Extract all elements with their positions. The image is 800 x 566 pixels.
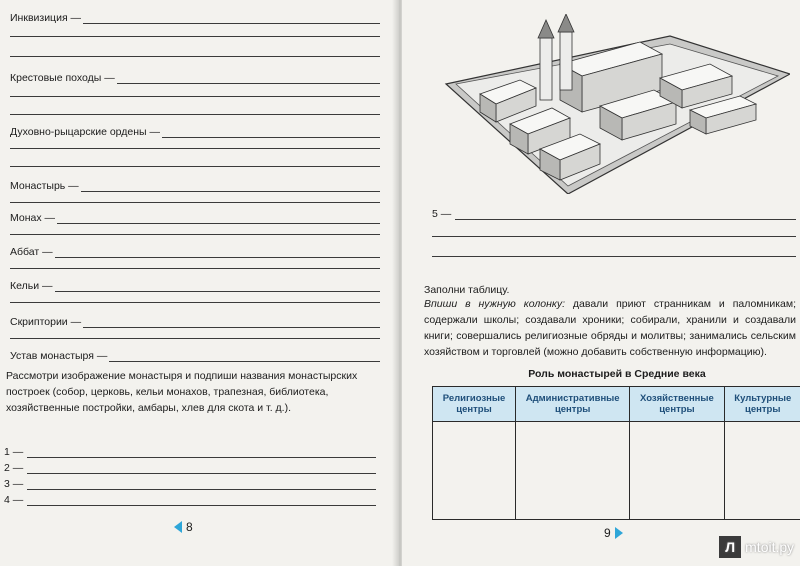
- instruction-title: Заполни таблицу.: [424, 284, 510, 296]
- answer-line[interactable]: [55, 247, 380, 258]
- term-monastery-rule: [10, 350, 380, 362]
- term-label: Устав монастыря —: [10, 350, 108, 362]
- answer-line[interactable]: [55, 281, 381, 292]
- answer-label: 3 —: [4, 478, 24, 490]
- answer-line[interactable]: [117, 73, 380, 84]
- table-row: [433, 422, 800, 520]
- instruction-body: давали приют странникам и паломникам; содержали школы; создавали хроники; собирали, хранили и создавали книги; совершались религиозные обряды и молитвы; занимались сельским хозяйством и торговлей (можно добавить собственную информацию).: [424, 298, 796, 358]
- term-label: Духовно-рыцарские ордены —: [10, 126, 160, 138]
- answer-line[interactable]: [10, 202, 380, 203]
- answer-line[interactable]: [10, 234, 380, 235]
- answer-line[interactable]: [10, 114, 380, 115]
- instruction-text: [424, 296, 796, 360]
- answer-line[interactable]: [27, 463, 376, 474]
- term-inquisition: [10, 12, 380, 24]
- watermark: [719, 536, 794, 558]
- answer-label: 1 —: [4, 446, 24, 458]
- answer-line[interactable]: [10, 268, 380, 269]
- term-monk: [10, 212, 380, 224]
- cell-cultural[interactable]: [724, 422, 800, 520]
- answer-line[interactable]: [10, 96, 380, 97]
- answer-line[interactable]: [455, 209, 796, 220]
- watermark-text: mtoit.ру: [745, 539, 794, 555]
- answer-row-3: [4, 478, 376, 490]
- right-page: [402, 0, 800, 566]
- term-label: Монах —: [10, 212, 56, 224]
- answer-line[interactable]: [432, 236, 796, 237]
- answer-label: 2 —: [4, 462, 24, 474]
- instruction-lead: Впиши в нужную колонку:: [424, 298, 565, 310]
- table-title: Роль монастырей в Средние века: [528, 368, 706, 380]
- term-label: Аббат —: [10, 246, 53, 258]
- answer-row-2: [4, 462, 376, 474]
- term-label: Монастырь —: [10, 180, 79, 192]
- answer-line[interactable]: [10, 166, 380, 167]
- answer-line[interactable]: [10, 338, 380, 339]
- table-header-row: [433, 387, 800, 422]
- roles-table: [432, 386, 800, 520]
- cell-administrative[interactable]: [516, 422, 630, 520]
- answer-line[interactable]: [81, 181, 380, 192]
- answer-line[interactable]: [10, 56, 380, 57]
- cell-religious[interactable]: [433, 422, 516, 520]
- term-label: Скриптории —: [10, 316, 82, 328]
- answer-line[interactable]: [109, 351, 380, 362]
- answer-line[interactable]: [10, 302, 380, 303]
- answer-label: 4 —: [4, 494, 24, 506]
- page-number: 9: [604, 526, 611, 540]
- term-abbot: [10, 246, 380, 258]
- answer-line[interactable]: [83, 317, 380, 328]
- page-number-right: [604, 526, 623, 540]
- term-label: Крестовые походы —: [10, 72, 115, 84]
- term-label: Кельи —: [10, 280, 53, 292]
- answer-label: 5 —: [432, 208, 452, 220]
- page-arrow-left-icon: [174, 521, 182, 533]
- header-administrative: Административные центры: [516, 387, 630, 422]
- page-number: 8: [186, 520, 193, 534]
- page-number-left: [174, 520, 193, 534]
- term-knightly-orders: [10, 126, 380, 138]
- answer-line[interactable]: [432, 256, 796, 257]
- monastery-illustration: [440, 14, 790, 194]
- header-cultural: Культурные центры: [724, 387, 800, 422]
- term-scriptoria: [10, 316, 380, 328]
- task-text: Рассмотри изображение монастыря и подпиши названия монастырских построек (собор, церковь, кельи монахов, трапезная, библиотека, хозяйственные постройки, амбары, хлев для скота и т. д.).: [6, 370, 358, 414]
- answer-line[interactable]: [10, 148, 380, 149]
- left-page: [0, 0, 398, 566]
- answer-line[interactable]: [162, 127, 380, 138]
- answer-line[interactable]: [10, 36, 380, 37]
- term-cells: [10, 280, 380, 292]
- term-crusades: [10, 72, 380, 84]
- header-religious: Религиозные центры: [433, 387, 516, 422]
- header-economic: Хозяйственные центры: [630, 387, 724, 422]
- answer-row-4: [4, 494, 376, 506]
- answer-row-5: [432, 208, 796, 220]
- answer-line[interactable]: [57, 213, 380, 224]
- answer-line[interactable]: [83, 13, 380, 24]
- term-monastery: [10, 180, 380, 192]
- cell-economic[interactable]: [630, 422, 724, 520]
- page-arrow-right-icon: [615, 527, 623, 539]
- answer-line[interactable]: [27, 495, 376, 506]
- watermark-logo: Л: [719, 536, 741, 558]
- answer-line[interactable]: [27, 479, 376, 490]
- answer-row-1: [4, 446, 376, 458]
- term-label: Инквизиция —: [10, 12, 82, 24]
- answer-line[interactable]: [27, 447, 376, 458]
